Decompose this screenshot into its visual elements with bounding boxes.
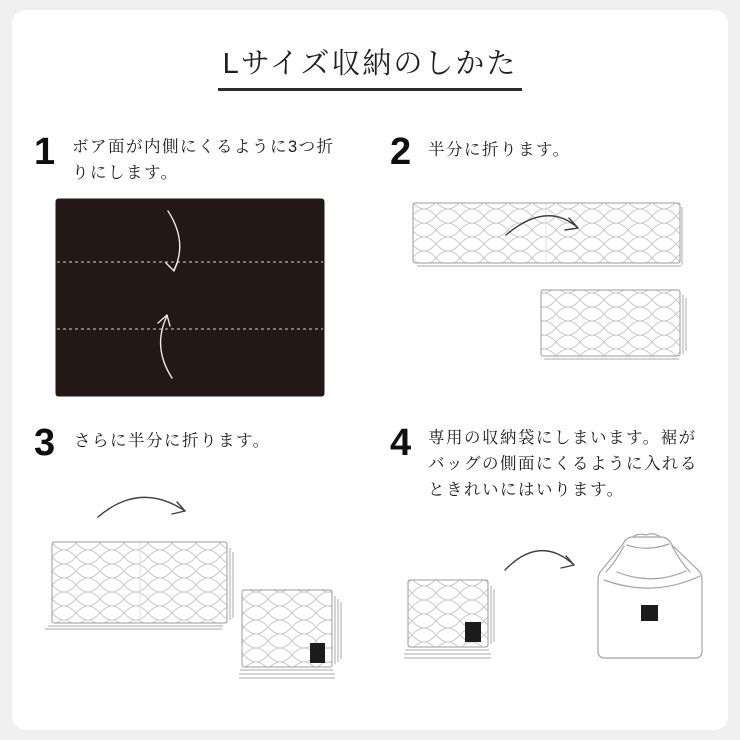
step-4-description: 専用の収納袋にしまいます。裾がバッグの側面にくるように入れるときれいにはいります。	[428, 429, 698, 499]
quilted-blanket-half-open	[45, 542, 233, 629]
quilted-blanket-long	[413, 203, 682, 266]
brand-tag	[465, 622, 481, 642]
step-3-number: 3	[34, 422, 56, 464]
brand-tag	[310, 643, 325, 663]
step-1-number: 1	[34, 131, 56, 173]
step-2-description: 半分に折ります。	[428, 141, 571, 159]
bag-outline	[598, 537, 702, 658]
page-title: Lサイズ収納のしかた	[222, 48, 518, 80]
step-1-description: ボア面が内側にくるように3つ折りにします。	[72, 138, 335, 182]
storage-bag	[598, 534, 702, 658]
step-2-number: 2	[390, 131, 412, 173]
step-4-number: 4	[390, 422, 412, 464]
bag-label	[641, 605, 658, 621]
fold-arrow-icon	[505, 551, 574, 570]
fold-arrow-icon	[98, 497, 185, 517]
instruction-card	[12, 10, 728, 730]
dark-boa-blanket	[56, 199, 325, 397]
quilted-blanket-folded	[404, 580, 494, 658]
title-underline	[218, 88, 522, 91]
quilted-blanket-half	[541, 290, 686, 359]
step-2-diagram	[400, 195, 700, 370]
step-4-diagram	[400, 530, 710, 675]
step-3-diagram	[40, 480, 350, 692]
quilted-blanket-quarter	[239, 590, 341, 678]
step-3-description: さらに半分に折ります。	[74, 432, 271, 450]
step-1-diagram	[55, 198, 325, 397]
